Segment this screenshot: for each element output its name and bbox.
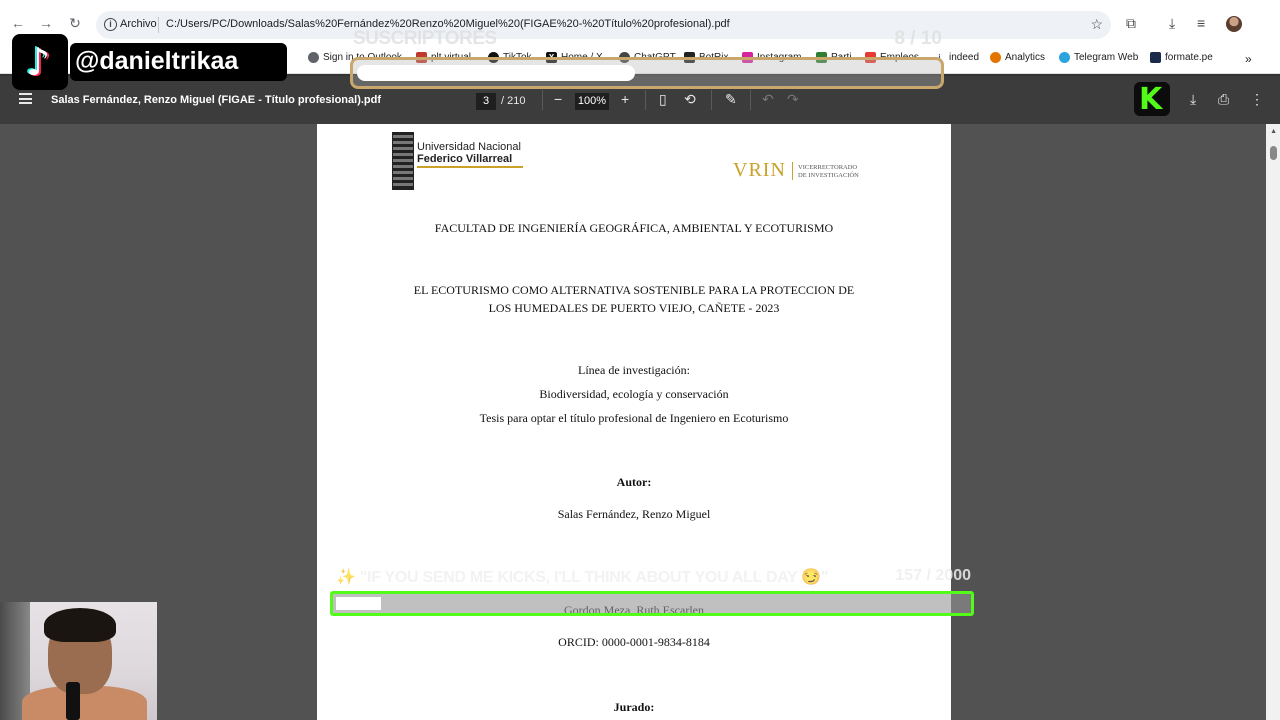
subscribers-progress-fill [357, 65, 635, 81]
bookmark-label: plt virtual [431, 52, 472, 63]
pdf-title: Salas Fernández, Renzo Miguel (FIGAE - Título profesional).pdf [51, 94, 382, 106]
kick-logo-icon [1134, 82, 1170, 116]
forward-icon[interactable]: → [39, 15, 53, 31]
media-controls-icon[interactable]: ≡ [1197, 15, 1206, 31]
bookmark-label: Empleos [880, 52, 919, 63]
more-bookmarks-icon[interactable]: » [1245, 52, 1252, 66]
thesis-purpose: Tesis para optar el título profesional de Ingeniero en Ecoturismo [479, 411, 789, 425]
kicks-goal-count: 157 / 2000 [895, 567, 971, 584]
toolbar-divider [750, 90, 751, 110]
back-icon[interactable]: ← [11, 15, 25, 31]
zoom-input[interactable]: 100% [575, 93, 609, 110]
tiktok-handle: @danieltrikaa [75, 47, 239, 75]
bookmark-label: formate.pe [1165, 52, 1213, 63]
annotate-icon[interactable]: ✎ [725, 91, 737, 107]
university-name-line2: Federico Villarreal [417, 153, 513, 165]
kick-letter: K [1139, 82, 1163, 117]
vrin-subtitle [798, 164, 859, 180]
research-line-label: Línea de investigación: [578, 363, 690, 377]
url-text[interactable]: C:/Users/PC/Downloads/Salas%20Fernández%20Renzo%20Miguel%20(FIGAE%20-%20Título%20profesional).pdf [166, 18, 730, 30]
downloads-icon[interactable]: ⤓ [1169, 15, 1176, 31]
vrin-logo: VRIN [733, 159, 786, 181]
profile-avatar[interactable] [1226, 16, 1242, 32]
subscribers-label: SUSCRIPTORES [353, 28, 497, 49]
zoom-out-icon[interactable]: − [554, 91, 563, 107]
toolbar-divider [645, 90, 646, 110]
bookmark-analytics[interactable] [990, 52, 1045, 63]
kicks-goal-overlay [330, 564, 974, 616]
reload-icon[interactable]: ↻ [69, 15, 81, 31]
thesis-title-line2: LOS HUMEDALES DE PUERTO VIEJO, CAÑETE - 2023 [488, 301, 780, 315]
subscribers-goal-overlay [350, 28, 944, 90]
bookmark-label: BotRix [699, 52, 729, 63]
tiktok-logo-icon: ♪ [12, 34, 68, 90]
pdf-page [317, 124, 951, 720]
vrin-sub-line1: VICERRECTORADO [798, 164, 858, 171]
bookmark-label: Sign in to Outlook [323, 52, 402, 63]
print-icon[interactable]: ⎙ [1218, 91, 1230, 107]
research-line: Biodiversidad, ecología y conservación [539, 387, 729, 401]
bookmark-label: indeed [949, 52, 980, 63]
vrin-sub-line2: DE INVESTIGACIÓN [798, 172, 859, 179]
pdf-menu-icon[interactable] [19, 93, 32, 106]
bookmark-label: ChatGPT [634, 52, 676, 63]
webcam-person-hair [44, 608, 116, 642]
kicks-goal-fill [336, 597, 381, 610]
extensions-icon[interactable]: ⧉ [1126, 15, 1136, 31]
microphone-icon [66, 682, 80, 720]
thesis-title-line1: EL ECOTURISMO COMO ALTERNATIVA SOSTENIBLE PARA LA PROTECCION DE [413, 283, 855, 297]
jury-label: Jurado: [613, 700, 655, 714]
vertical-scrollbar[interactable] [1266, 124, 1280, 720]
webcam-feed [0, 602, 157, 720]
bookmark-label: Home / X [561, 52, 603, 63]
kicks-goal-track [330, 591, 974, 616]
toolbar-divider [542, 90, 543, 110]
protocol-label: Archivo [120, 18, 157, 30]
bookmark-label: Telegram Web [1074, 52, 1139, 63]
undo-icon[interactable]: ↶ [762, 91, 774, 107]
bookmark-telegram[interactable] [1059, 52, 1138, 63]
university-crest-icon [392, 132, 414, 190]
telegram-icon [1059, 52, 1070, 63]
subscribers-count: 8 / 10 [894, 28, 942, 49]
outlook-icon [308, 52, 319, 63]
indeed-icon: i [934, 52, 945, 63]
fit-page-icon[interactable]: ▯ [659, 91, 667, 107]
university-name-line1: Universidad Nacional [417, 141, 521, 153]
bookmark-label: Analytics [1005, 52, 1046, 63]
bookmark-label: Parti [831, 52, 852, 63]
vrin-divider [792, 162, 793, 180]
site-info-icon[interactable]: i [104, 18, 117, 31]
author-label: Autor: [616, 475, 652, 489]
bookmark-star-icon[interactable]: ☆ [1090, 16, 1103, 32]
pdf-download-icon[interactable]: ⤓ [1190, 91, 1197, 107]
bookmark-formate[interactable] [1150, 52, 1213, 63]
omnibox-divider [158, 17, 159, 33]
zoom-in-icon[interactable]: + [621, 91, 630, 107]
x-icon: X [546, 52, 557, 63]
tiktok-overlay [12, 34, 287, 90]
bookmark-label: Instagram [757, 52, 802, 63]
author-name: Salas Fernández, Renzo Miguel [557, 507, 711, 521]
page-total: / 210 [501, 95, 526, 107]
formate-icon [1150, 52, 1161, 63]
rotate-icon[interactable]: ⟲ [684, 91, 696, 107]
page-number-input[interactable]: 3 [476, 93, 496, 110]
subscribers-progress-track [350, 57, 944, 89]
university-underline [417, 166, 523, 168]
faculty-heading: FACULTAD DE INGENIERÍA GEOGRÁFICA, AMBIENTAL Y ECOTURISMO [434, 221, 834, 235]
redo-icon[interactable]: ↷ [787, 91, 799, 107]
toolbar-divider [711, 90, 712, 110]
more-options-icon[interactable]: ⋮ [1250, 91, 1264, 107]
kicks-goal-text: ✨ "IF YOU SEND ME KICKS, I'LL THINK ABOUT YOU ALL DAY 😏" [336, 569, 829, 586]
bookmark-label: TikTok [503, 52, 532, 63]
scroll-up-icon[interactable]: ▲ [1270, 128, 1277, 135]
pdf-viewer[interactable] [0, 124, 1280, 720]
analytics-icon [990, 52, 1001, 63]
advisor-orcid: ORCID: 0000-0001-9834-8184 [558, 635, 710, 649]
scroll-thumb[interactable] [1270, 146, 1277, 160]
